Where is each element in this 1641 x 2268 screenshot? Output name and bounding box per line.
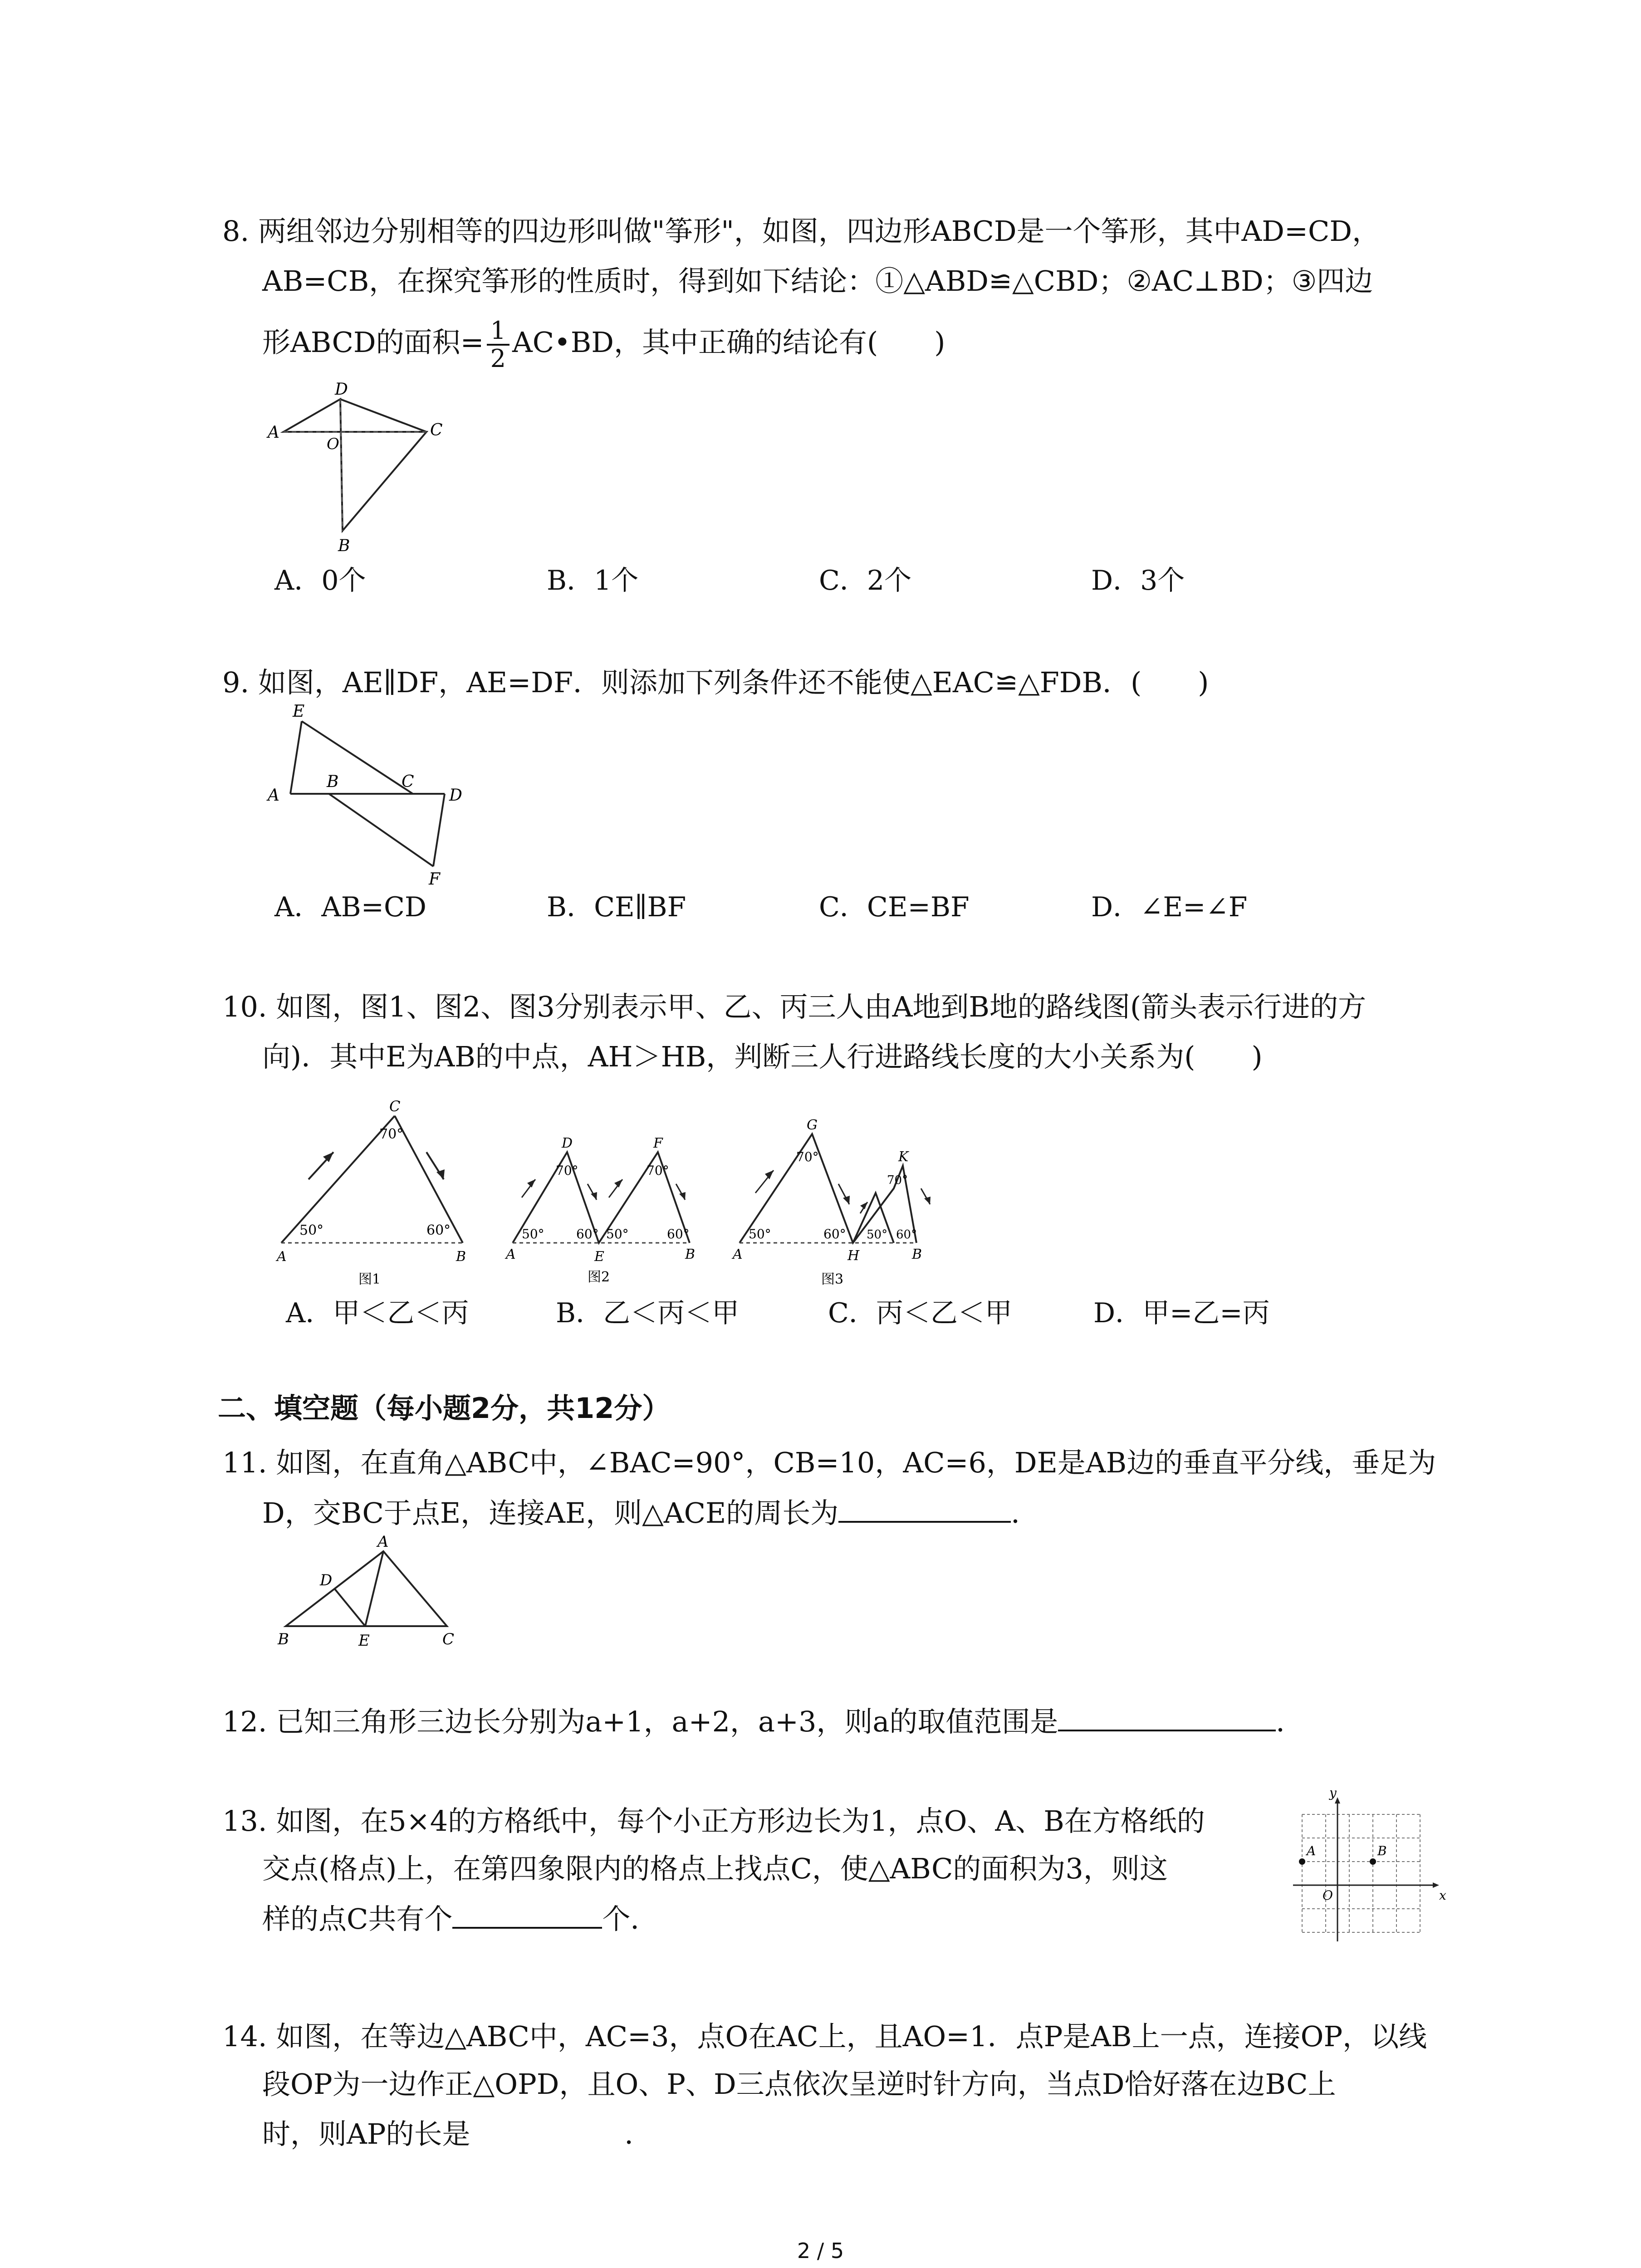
q10-fig3-caption: 图3 xyxy=(821,1271,844,1287)
q9-option-c[interactable]: C．CE=BF xyxy=(819,891,970,923)
q11-figure xyxy=(272,1533,463,1651)
q10-fig3-angle-50a: 50° xyxy=(749,1227,771,1242)
q13-line3-text: 样的点C共有个 xyxy=(262,1902,453,1936)
q10-fig3-angle-70b: 70° xyxy=(887,1173,908,1187)
q10-option-b[interactable]: B．乙＜丙＜甲 xyxy=(556,1297,740,1329)
q10-fig3-angle-50b: 50° xyxy=(867,1228,888,1242)
q8-option-d[interactable]: D．3个 xyxy=(1091,565,1185,596)
q13-label-o: O xyxy=(1323,1888,1333,1903)
q10-option-a[interactable]: A．甲＜乙＜丙 xyxy=(286,1297,469,1329)
q10-fig2-angle-60b: 60° xyxy=(667,1227,690,1242)
q9-figure xyxy=(263,699,481,889)
q13-line3 xyxy=(262,1901,658,1937)
q11-triangle xyxy=(286,1551,447,1626)
q10-fig2-angle-60a: 60° xyxy=(576,1227,599,1242)
q8-fraction xyxy=(487,318,509,372)
q8-label-o: O xyxy=(327,435,339,453)
q12-line1-end: ． xyxy=(1276,1705,1304,1738)
q11-segment-de xyxy=(334,1589,365,1626)
q10-fig3-label-h: H xyxy=(847,1248,860,1264)
q11-line2 xyxy=(262,1495,1039,1531)
q11-line2-end: ． xyxy=(1011,1496,1039,1530)
q11-line2-text: D，交BC于点E，连接AE，则△ACE的周长为 xyxy=(262,1496,839,1530)
q9-option-d[interactable]: D．∠E=∠F xyxy=(1091,891,1248,923)
q8-kite-figure xyxy=(263,376,454,567)
q10-fig1-angle-60: 60° xyxy=(426,1222,451,1238)
q10-fig1-angle-70: 70° xyxy=(379,1126,404,1142)
q9-option-a[interactable]: A．AB=CD xyxy=(274,891,427,923)
q13-label-y: y xyxy=(1329,1787,1337,1800)
q10-figure-1 xyxy=(272,1089,485,1297)
q10-fig2-label-d: D xyxy=(562,1135,573,1151)
q8-label-a: A xyxy=(268,423,279,442)
q8-frac-num: 1 xyxy=(487,318,509,346)
q10-fig2-angle-70b: 70° xyxy=(647,1163,669,1178)
q13-grid-figure xyxy=(1279,1787,1456,1960)
q10-fig2-angle-70a: 70° xyxy=(556,1163,578,1178)
q10-fig1-caption: 图1 xyxy=(358,1271,381,1287)
q13-point-a xyxy=(1299,1858,1305,1865)
q10-fig3-label-b: B xyxy=(912,1246,922,1262)
q13-label-a: A xyxy=(1307,1843,1316,1858)
q13-line1: 13. 如图，在5×4的方格纸中，每个小正方形边长为1，点O、A、B在方格纸的 xyxy=(222,1804,1205,1838)
q12-line1 xyxy=(222,1703,1304,1740)
q8-line3 xyxy=(262,318,945,372)
q10-fig3-label-k: K xyxy=(898,1149,909,1165)
q8-line1: 8. 两组邻边分别相等的四边形叫做"筝形"，如图，四边形ABCD是一个筝形，其中AD=CD， xyxy=(222,215,1381,248)
q9-option-b[interactable]: B．CE∥BF xyxy=(547,891,686,923)
q11-label-a: A xyxy=(377,1533,389,1551)
q13-point-b xyxy=(1370,1858,1376,1865)
q10-fig3-label-a: A xyxy=(733,1246,743,1262)
q10-fig1-label-c: C xyxy=(389,1098,401,1115)
q10-fig2-angle-50b: 50° xyxy=(606,1227,629,1242)
q8-label-c: C xyxy=(430,421,443,440)
q13-grid-lines xyxy=(1302,1814,1420,1932)
q10-fig2-caption: 图2 xyxy=(588,1269,610,1285)
q11-answer-blank[interactable] xyxy=(838,1495,1011,1523)
q10-option-d[interactable]: D．甲=乙=丙 xyxy=(1093,1297,1270,1329)
q13-label-b: B xyxy=(1377,1843,1387,1858)
q10-fig2-label-f: F xyxy=(653,1135,663,1151)
q10-fig3-angle-60a: 60° xyxy=(823,1227,846,1242)
q10-line2: 向)．其中E为AB的中点，AH＞HB，判断三人行进路线长度的大小关系为( ) xyxy=(262,1040,1263,1073)
q10-fig2-label-e: E xyxy=(594,1249,604,1265)
q10-fig1-label-a: A xyxy=(277,1249,287,1265)
page-number: 2 / 5 xyxy=(797,2239,844,2263)
q11-label-d: D xyxy=(320,1571,333,1589)
q14-line1: 14. 如图，在等边△ABC中，AC=3，点O在AC上，且AO=1．点P是AB上一点，连接OP，以线 xyxy=(222,2020,1427,2053)
q13-line2: 交点(格点)上，在第四象限内的格点上找点C，使△ABC的面积为3，则这 xyxy=(262,1852,1168,1885)
q9-label-b: B xyxy=(327,772,339,791)
q11-line1: 11. 如图，在直角△ABC中，∠BAC=90°，CB=10，AC=6，DE是AB边的垂直平分线，垂足为 xyxy=(222,1446,1436,1479)
q9-line1: 9. 如图，AE∥DF，AE=DF．则添加下列条件还不能使△EAC≌△FDB．( ) xyxy=(222,666,1209,699)
q10-fig3-label-g: G xyxy=(807,1117,818,1133)
q10-fig2-angle-50a: 50° xyxy=(522,1227,544,1242)
q11-label-c: C xyxy=(442,1630,455,1648)
q10-fig1-angle-50: 50° xyxy=(299,1222,324,1238)
q8-frac-den: 2 xyxy=(490,344,506,373)
q10-option-c[interactable]: C．丙＜乙＜甲 xyxy=(828,1297,1012,1329)
q8-kite-outline xyxy=(284,399,426,531)
q8-line3-post: AC•BD，其中正确的结论有( ) xyxy=(512,326,945,359)
q9-label-d: D xyxy=(449,786,462,805)
q14-line2: 段OP为一边作正△OPD，且O、P、D三点依次呈逆时针方向，当点D恰好落在边BC上 xyxy=(262,2068,1336,2101)
q8-line3-pre: 形ABCD的面积= xyxy=(262,326,484,359)
q11-label-b: B xyxy=(278,1630,289,1648)
q10-fig3-angle-60b: 60° xyxy=(896,1228,917,1242)
q10-figure-3 xyxy=(730,1116,953,1302)
q8-option-a[interactable]: A．0个 xyxy=(274,565,366,596)
q10-fig2-label-a: A xyxy=(506,1246,516,1262)
q12-line1-text: 12. 已知三角形三边长分别为a+1，a+2，a+3，则a的取值范围是 xyxy=(222,1705,1058,1738)
q13-line3-end: 个． xyxy=(602,1902,659,1936)
q9-label-c: C xyxy=(402,772,414,791)
q10-line1: 10. 如图，图1、图2、图3分别表示甲、乙、丙三人由A地到B地的路线图(箭头表示行进的方 xyxy=(222,990,1367,1023)
q10-fig3-angle-70a: 70° xyxy=(796,1149,819,1164)
q9-label-e: E xyxy=(293,702,305,721)
q13-label-x: x xyxy=(1439,1888,1446,1903)
q10-figure-2 xyxy=(504,1125,717,1297)
q10-fig2-label-b: B xyxy=(685,1246,696,1262)
q8-label-b: B xyxy=(338,537,350,555)
q8-option-b[interactable]: B．1个 xyxy=(547,565,639,596)
q11-label-e: E xyxy=(358,1632,370,1650)
q8-line2: AB=CB，在探究筝形的性质时，得到如下结论：①△ABD≌△CBD；②AC⊥BD；③四边 xyxy=(262,264,1373,298)
q9-label-f: F xyxy=(429,870,440,889)
q8-label-d: D xyxy=(335,380,348,399)
q14-line3-end: ． xyxy=(624,2117,653,2151)
q8-option-c[interactable]: C．2个 xyxy=(819,565,912,596)
q9-label-a: A xyxy=(268,786,279,805)
q10-fig1-label-b: B xyxy=(456,1249,466,1265)
q12-answer-blank[interactable] xyxy=(1058,1703,1276,1731)
section-2-title: 二、填空题（每小题2分，共12分） xyxy=(218,1392,671,1425)
q14-line3 xyxy=(262,2116,653,2152)
q13-answer-blank[interactable] xyxy=(452,1901,602,1929)
q14-line3-text: 时，则AP的长是 xyxy=(262,2117,470,2151)
